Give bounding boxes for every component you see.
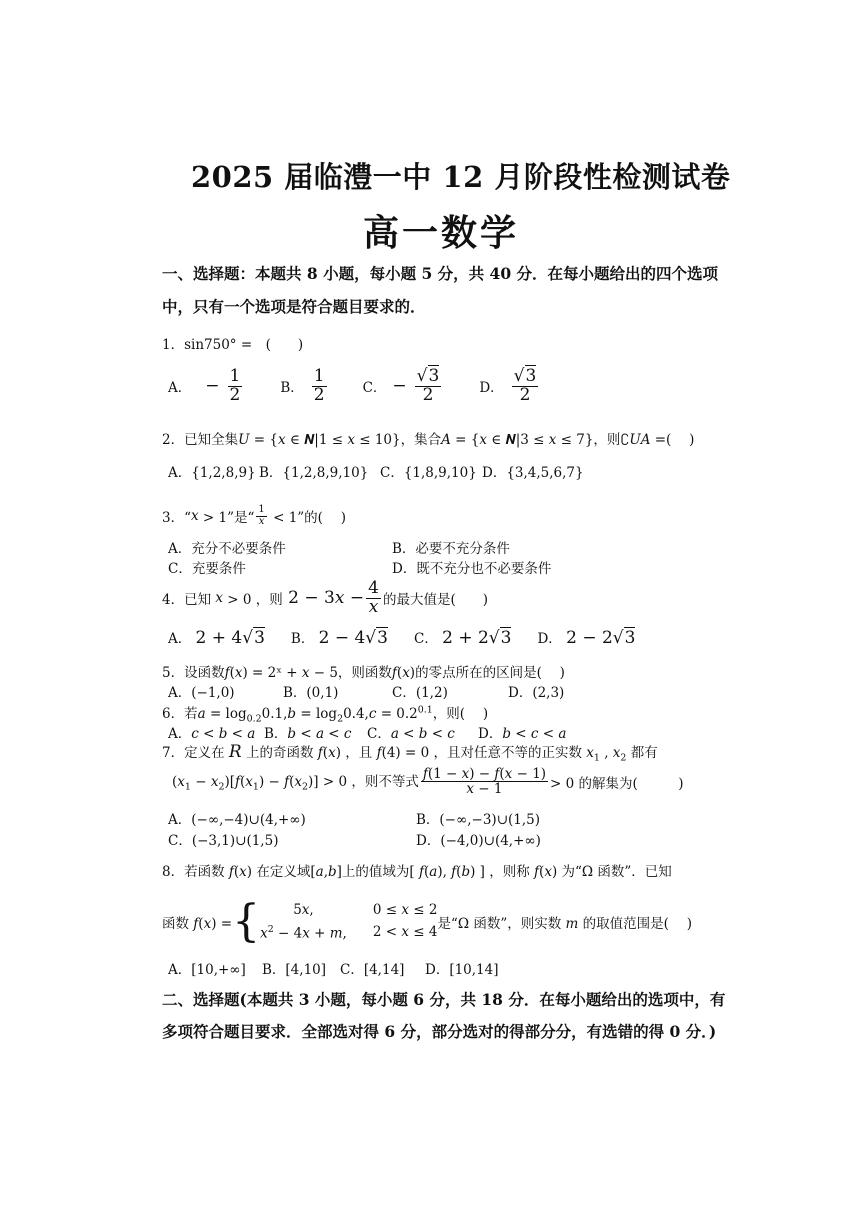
q8-option-c: C．[4,14] <box>340 962 405 978</box>
q3-option-a: A．充分不必要条件 <box>168 541 286 557</box>
question-1-stem: 1．sin750° = ( ) <box>162 337 304 353</box>
q1-option-b: B． <box>280 380 304 397</box>
section-one-heading: 一、选择题：本题共 8 小题，每小题 5 分，共 40 分．在每小题给出的四个选项 <box>162 264 719 283</box>
q7-option-d: D．(−4,0)∪(4,+∞) <box>416 833 541 849</box>
question-4-options <box>168 627 635 648</box>
question-7-stem-cont: $(x_1 - x_2)[f(x_1) - f(x_2)] > 0$ ，则不等式 $\frac{f(1 - x) - f(x - 1)}{x - 1}$ > 0 的解集为( ) <box>172 766 684 798</box>
q8-option-d: D．[10,14] <box>425 962 499 978</box>
question-2-stem: 2．已知全集𝑈 = {𝑥 ∈ 𝑵|1 ≤ 𝑥 ≤ 10}，集合𝐴 = {𝑥 ∈ 𝑵|3 ≤ 𝑥 ≤ 7}，则∁𝑈𝐴 =( ) <box>162 432 695 448</box>
q4-option-b: B． 2 − 4√3 <box>290 628 388 648</box>
q6-option-a: A．𝑐 < 𝑏 < 𝑎 <box>168 726 256 742</box>
q4-option-d: D． 2 − 2√3 <box>537 628 636 648</box>
q6-option-b: B．𝑏 < 𝑎 < 𝑐 <box>264 726 352 742</box>
question-5-stem: 5．设函数𝑓(𝑥) = 2ˣ + 𝑥 − 5，则函数𝑓(𝑥)的零点所在的区间是( ) <box>162 665 565 681</box>
exam-title: 2025 届临澧一中 12 月阶段性检测试卷 <box>191 160 731 194</box>
q6-option-d: D．𝑏 < 𝑐 < 𝑎 <box>478 726 567 742</box>
exam-subtitle: 高一数学 <box>363 212 520 254</box>
q8-option-a: A．[10,+∞] <box>168 962 246 978</box>
q5-option-c: C．(1,2) <box>392 685 448 701</box>
q3-option-d: D．既不充分也不必要条件 <box>392 561 552 577</box>
q2-option-c: C．{1,8,9,10} <box>380 465 477 481</box>
q3-option-b: B．必要不充分条件 <box>392 541 510 557</box>
section-two-heading-cont: 多项符合题目要求．全部选对得 6 分，部分选对的得部分分，有选错的得 0 分．) <box>162 1022 717 1041</box>
question-4-stem: 4．已知 x > 0 ，则 2 − 3x − $\frac{4}{x}$ 的最大值是( ) <box>162 578 488 617</box>
q1-option-a: A． <box>168 380 192 397</box>
q1-option-d: D． <box>479 380 504 397</box>
q7-option-c: C．(−3,1)∪(1,5) <box>168 833 279 849</box>
q7-option-b: B．(−∞,−3)∪(1,5) <box>416 812 541 828</box>
q4-option-c: C． 2 + 2√3 <box>413 628 512 648</box>
q5-option-a: A．(−1,0) <box>168 685 235 701</box>
section-one-heading-cont: 中，只有一个选项是符合题目要求的． <box>162 297 426 316</box>
question-7-stem: 7．定义在 R 上的奇函数 f(x) ，且 f(4) = 0 ，且对任意不等的正实数 $x_1$ , $x_2$ 都有 <box>162 742 658 764</box>
q2-option-b: B．{1,2,8,9,10} <box>259 465 369 481</box>
q5-option-d: D．(2,3) <box>508 685 565 701</box>
question-1-options: A． − $\frac{1}{2}$ B． $\frac{1}{2}$ C． − $\frac{√3}{2}$ D． $\frac{√3}{2}$ <box>168 366 537 405</box>
question-8-stem-cont: 函数 f(x) = { 5x, 0 ≤ x ≤ 2 $x^2 - 4x + m$, 2 < x ≤ 4 是“Ω 函数”，则实数 m 的取值范围是( ) <box>162 896 692 947</box>
q5-option-b: B．(0,1) <box>283 685 339 701</box>
q3-option-c: C．充要条件 <box>168 561 246 577</box>
question-3-stem: 3．“ x > 1”是“ $\frac{1}{x}$ < 1”的( ) <box>162 504 347 527</box>
q7-option-a: A．(−∞,−4)∪(4,+∞) <box>168 812 306 828</box>
q1-option-c: C． <box>362 380 387 397</box>
q6-option-c: C．𝑎 < 𝑏 < 𝑐 <box>367 726 455 742</box>
question-8-stem: 8．若函数 f(x) 在定义域[a,b]上的值域为[ f(a), f(b) ] ，则称 f(x) 为“Ω 函数”．已知 <box>162 864 672 880</box>
q4-option-a: A． 2 + 4√3 <box>168 628 265 648</box>
q8-option-b: B．[4,10] <box>262 962 327 978</box>
q2-option-d: D．{3,4,5,6,7} <box>482 465 584 481</box>
q2-option-a: A．{1,2,8,9} <box>168 465 256 481</box>
question-6-stem: 6．若$a = \log_{0.2}0.1,b = \log_20.4,c = 0.2^{0.1}$，则( ) <box>162 704 489 725</box>
section-two-heading: 二、选择题(本题共 3 小题，每小题 6 分，共 18 分．在每小题给出的选项中，有 <box>162 990 726 1009</box>
